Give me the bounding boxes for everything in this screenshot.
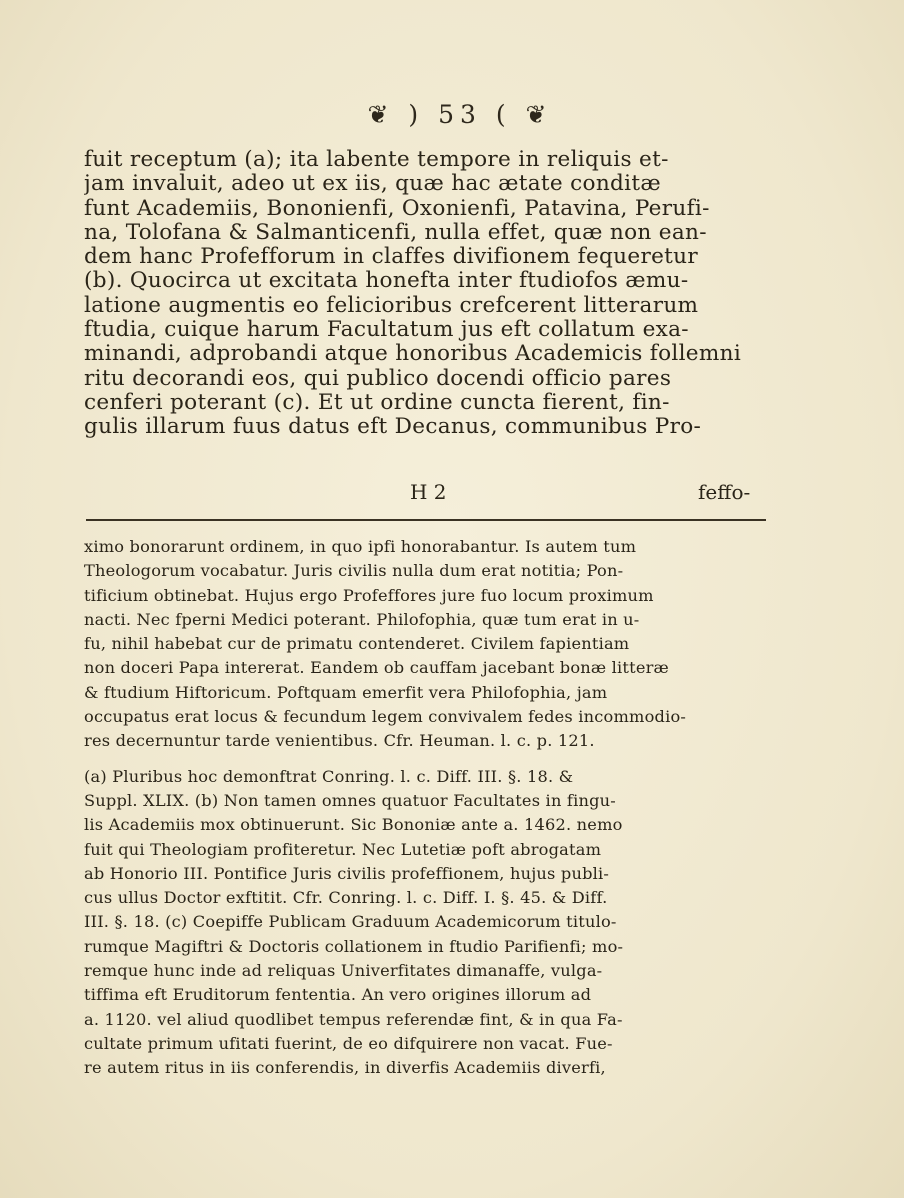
text-line: minandi, adprobandi atque honoribus Academicis follemni: [84, 342, 742, 367]
text-line: gulis illarum fuus datus eft Decanus, communibus Pro-: [84, 415, 702, 440]
footnote-line: & ftudium Hiftoricum. Poftquam emerfit vera Philofophia, jam: [84, 682, 608, 702]
text-line: dem hanc Profefforum in claffes divifionem fequeretur: [84, 245, 698, 270]
footnotes: [84, 535, 770, 1081]
footnote-line: Suppl. XLIX. (b) Non tamen omnes quatuor Facultates in fingu-: [84, 790, 616, 810]
text-line: jam invaluit, adeo ut ex iis, quæ hac ætate conditæ: [84, 172, 661, 197]
footnote-line: ab Honorio III. Pontifice Juris civilis profeffionem, hujus publi-: [84, 863, 610, 883]
footnote-line: lis Academiis mox obtinuerunt. Sic Bononiæ ante a. 1462. nemo: [84, 815, 623, 835]
footnote-line: occupatus erat locus & fecundum legem convivalem fedes incommodio-: [84, 707, 687, 727]
footnote-line: a. 1120. vel aliud quodlibet tempus referendæ fint, & in qua Fa-: [84, 1009, 623, 1029]
footnote-line: non doceri Papa intererat. Eandem ob cauffam jacebant bonæ litteræ: [84, 658, 669, 678]
text-line: latione augmentis eo felicioribus crefcerent litterarum: [84, 293, 699, 318]
footnote-line: tiffima eft Eruditorum fententia. An vero origines illorum ad: [84, 985, 592, 1005]
footnote-line: Theologorum vocabatur. Juris civilis nulla dum erat notitia; Pon-: [84, 561, 624, 581]
footnote-line: tificium obtinebat. Hujus ergo Profeffores jure fuo locum proximum: [84, 585, 654, 605]
footnote-line: III. §. 18. (c) Coepiffe Publicam Graduum Academicorum titulo-: [84, 912, 617, 932]
main-text: [84, 148, 764, 440]
footnote-rule: [86, 519, 766, 521]
footnote-line: fu, nihil habebat cur de primatu contenderet. Civilem fapientiam: [84, 634, 630, 654]
footnote-line: nacti. Nec fperni Medici poterant. Philofophia, quæ tum erat in u-: [84, 609, 640, 629]
catch-line: [84, 480, 764, 506]
footnote-line: rumque Magiftri & Doctoris collationem in ftudio Parifienfi; mo-: [84, 936, 624, 956]
footnote-gap: [84, 754, 770, 765]
footnote-line: ximo bonorarunt ordinem, in quo ipfi honorabantur. Is autem tum: [84, 537, 637, 556]
footnote-line: res decernuntur tarde venientibus. Cfr. Heuman. l. c. p. 121.: [84, 731, 595, 751]
footnote-line: fuit qui Theologiam profiteretur. Nec Lutetiæ poft abrogatam: [84, 839, 602, 859]
text-line: ftudia, cuique harum Facultatum jus eft collatum exa-: [84, 318, 689, 343]
text-line: fuit receptum (a); ita labente tempore in reliquis et-: [84, 148, 669, 172]
signature-mark: H 2: [410, 480, 447, 504]
text-line: (b). Quocirca ut excitata honefta inter ftudiofos æmu-: [84, 269, 689, 294]
text-line: cenferi poterant (c). Et ut ordine cuncta fierent, fin-: [84, 390, 670, 415]
text-line: funt Academiis, Bononienfi, Oxonienfi, Patavina, Perufi-: [84, 196, 710, 221]
footnote-line: (a) Pluribus hoc demonftrat Conring. l. c. Diff. III. §. 18. &: [84, 766, 574, 786]
footnote-line: re autem ritus in iis conferendis, in diverfis Academiis diverfi,: [84, 1058, 606, 1078]
text-line: na, Tolofana & Salmanticenfi, nulla effet, quæ non ean-: [84, 220, 707, 245]
page-header: ❦ ) 53 ( ❦: [367, 100, 553, 129]
footnote-line: cus ullus Doctor exftitit. Cfr. Conring. l. c. Diff. I. §. 45. & Diff.: [84, 888, 608, 908]
footnote-line: cultate primum ufitati fuerint, de eo difquirere non vacat. Fue-: [84, 1033, 613, 1053]
catchword: feffo-: [698, 480, 751, 504]
text-line: ritu decorandi eos, qui publico docendi officio pares: [84, 366, 672, 391]
footnote-line: remque hunc inde ad reliquas Univerfitates dimanaffe, vulga-: [84, 961, 603, 981]
